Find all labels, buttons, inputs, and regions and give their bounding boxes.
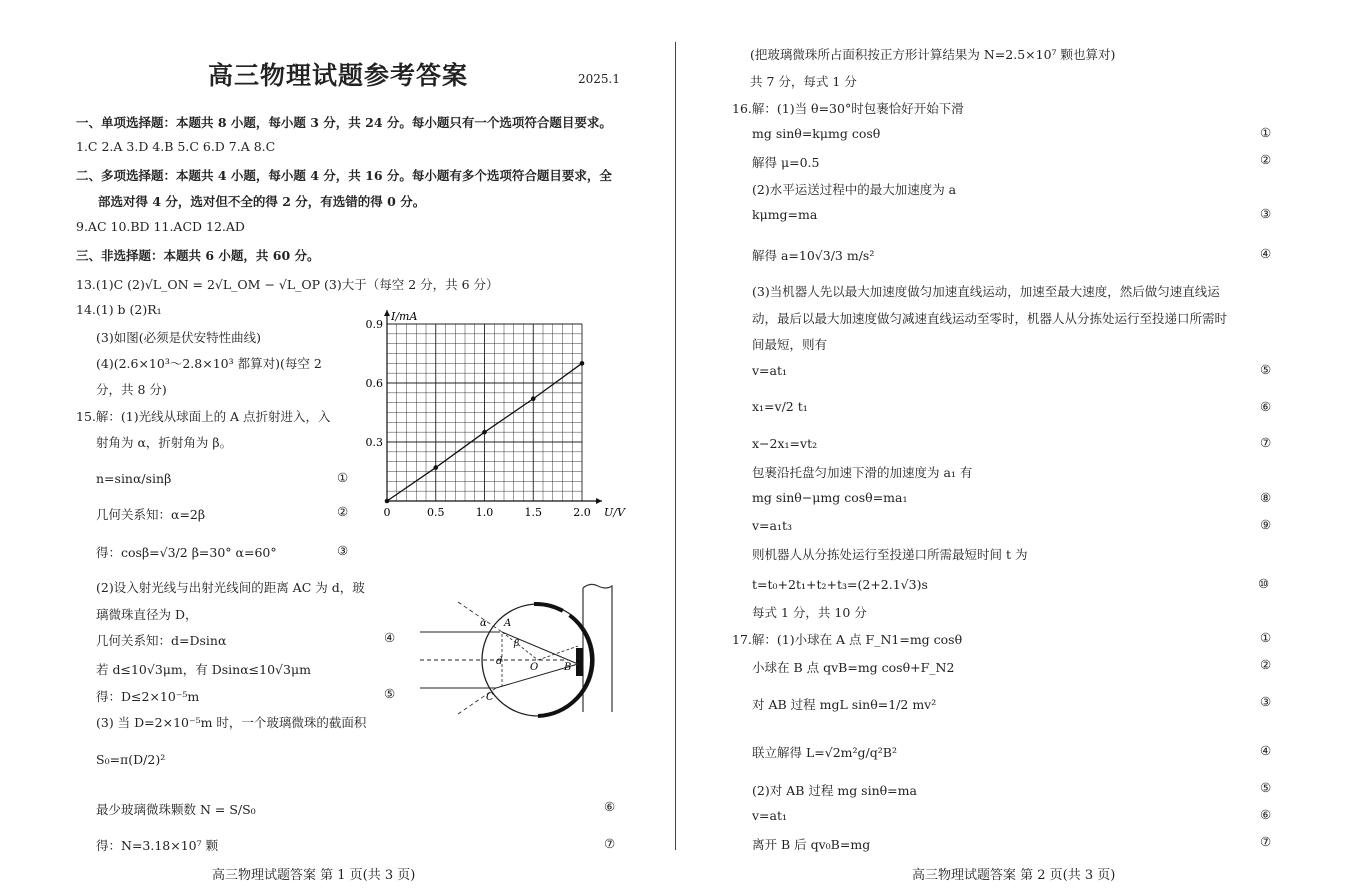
y-tick-label: 0.9 [365, 318, 383, 331]
q16-part3-line3: 间最短，则有 [752, 337, 828, 352]
q17-line2: 小球在 B 点 qvB=mg cosθ+F_N2 [752, 660, 955, 675]
data-point [433, 465, 438, 470]
q16-eq3: kμmg=ma [752, 207, 818, 222]
q16-part4: 包裹沿托盘匀加速下滑的加速度为 a₁ 有 [752, 465, 973, 480]
q16-circled-4: ④ [1260, 246, 1272, 261]
q15-eq3: 得：cosβ=√3/2 β=30° α=60° [96, 545, 277, 560]
x-tick-label: 1.0 [475, 506, 494, 519]
data-point [482, 430, 487, 435]
q17-line4: 联立解得 L=√2m²g/q²B² [752, 745, 897, 760]
q13-answer: 13.(1)C (2)√L_ON = 2√L_OM − √L_OP (3)大于（每空 2 分，共 6 分） [76, 277, 499, 292]
chart-axes [384, 310, 602, 504]
q16-circled-10: ⑩ [1258, 576, 1270, 591]
x-axis-arrow [596, 498, 602, 504]
label-C: C [486, 692, 494, 703]
q15-part2-line2: 璃微珠直径为 D， [96, 607, 198, 622]
data-point [385, 499, 390, 504]
q15-eq7: 得：N=3.18×10⁷ 颗 [96, 838, 219, 853]
q16-eq10: t=t₀+2t₁+t₂+t₃=(2+2.1√3)s [752, 577, 928, 592]
q15-part3: (3) 当 D=2×10⁻⁵m 时，一个玻璃微珠的截面积 [96, 715, 367, 730]
circled-7: ⑦ [604, 836, 616, 851]
exam-date: 2025.1 [578, 72, 620, 86]
q17-circled-1: ① [1260, 630, 1272, 645]
x-tick-label: 1.5 [524, 506, 542, 519]
section1-header: 一、单项选择题：本题共 8 小题，每小题 3 分，共 24 分。每小题只有一个选项符合题目要求。 [76, 115, 612, 130]
q17-line1: 17.解：(1)小球在 A 点 F_N1=mg cosθ [732, 632, 963, 647]
q16-circled-1: ① [1260, 125, 1272, 140]
y-axis-arrow [384, 310, 390, 316]
glass-bead-diagram [418, 582, 618, 718]
q16-eq9: v=a₁t₃ [752, 518, 793, 533]
q15-eq4: 几何关系知：d=Dsinα [96, 633, 227, 648]
label-beta: β [514, 639, 520, 649]
x-tick-label: 0.5 [427, 506, 445, 519]
q17-line5: (2)对 AB 过程 mg sinθ=ma [752, 783, 917, 798]
q14-line2: (3)如图(必须是伏安特性曲线) [96, 330, 261, 345]
section2-answers: 9.AC 10.BD 11.ACD 12.AD [76, 219, 245, 234]
q16-part3-line2: 动，最后以最大加速度做匀减速直线运动至零时，机器人从分拣处运行至投递口所需时 [752, 311, 1228, 326]
q15-line2: 射角为 α，折射角为 β。 [96, 435, 233, 450]
q16-eq5: v=at₁ [752, 363, 788, 378]
p2-note: (把玻璃微珠所占面积按正方形计算结果为 N=2.5×10⁷ 颗也算对) [750, 47, 1116, 62]
q15-eq6b: 最少玻璃微珠颗数 N = S/S₀ [96, 802, 256, 817]
q14-line3: (4)(2.6×10³～2.8×10³ 都算对)(每空 2 [96, 356, 322, 371]
iv-chart [360, 306, 630, 524]
q16-eq1: mg sinθ=kμmg cosθ [752, 126, 881, 141]
y-axis-label: I/mA [391, 310, 418, 323]
q16-part5: 则机器人从分拣处运行至投递口所需最短时间 t 为 [752, 547, 1028, 562]
q16-eq6: x₁=v/2 t₁ [752, 399, 808, 414]
q15-eq6a: S₀=π(D/2)² [96, 752, 166, 767]
x-axis-label: U/V [604, 506, 625, 519]
q16-end: 每式 1 分，共 10 分 [752, 605, 867, 620]
q14-line4: 分，共 8 分) [96, 382, 167, 397]
p2-score-note: 共 7 分，每式 1 分 [750, 74, 857, 89]
chart-labels [366, 310, 626, 519]
q15-eq1: n=sinα/sinβ [96, 471, 172, 486]
q17-circled-2: ② [1260, 657, 1272, 672]
q16-circled-6: ⑥ [1260, 399, 1272, 414]
footer-page1: 高三物理试题答案 第 1 页(共 3 页) [212, 868, 416, 883]
q17-line3: 对 AB 过程 mgL sinθ=1/2 mv² [752, 697, 937, 712]
q16-circled-7: ⑦ [1260, 435, 1272, 450]
x-tick-label: 0 [383, 506, 391, 519]
q15-line1: 15.解：(1)光线从球面上的 A 点折射进入，入 [76, 409, 331, 424]
circled-6: ⑥ [604, 799, 616, 814]
y-tick-label: 0.3 [365, 436, 383, 449]
section1-answers: 1.C 2.A 3.D 4.B 5.C 6.D 7.A 8.C [76, 139, 276, 154]
circled-5: ⑤ [384, 686, 396, 701]
q17-circled-6: ⑥ [1260, 807, 1272, 822]
q16-circled-2: ② [1260, 152, 1272, 167]
q16-eq2: 解得 μ=0.5 [752, 155, 820, 170]
x-tick-label: 2.0 [573, 506, 591, 519]
q16-eq4: 解得 a=10√3/3 m/s² [752, 248, 875, 263]
label-alpha: α [480, 618, 487, 629]
q14-line1: 14.(1) b (2)R₁ [76, 302, 162, 317]
data-point [580, 361, 585, 366]
label-d: d [496, 656, 503, 667]
q17-circled-4: ④ [1260, 743, 1272, 758]
q16-circled-5: ⑤ [1260, 362, 1272, 377]
section2-header-line2: 部选对得 4 分，选对但不全的得 2 分，有选错的得 0 分。 [98, 194, 426, 209]
page-title: 高三物理试题参考答案 [208, 61, 469, 90]
q16-circled-3: ③ [1260, 206, 1272, 221]
q15-part2-line1: (2)设入射光线与出射光线间的距离 AC 为 d，玻 [96, 580, 365, 595]
circled-1: ① [337, 470, 349, 485]
q15-eq5b: 得：D≤2×10⁻⁵m [96, 689, 200, 704]
circled-2: ② [337, 504, 349, 519]
q17-circled-3: ③ [1260, 694, 1272, 709]
q16-eq8: mg sinθ−μmg cosθ=ma₁ [752, 490, 908, 505]
circled-3: ③ [337, 543, 349, 558]
page-divider [675, 42, 676, 850]
q16-circled-8: ⑧ [1260, 490, 1272, 505]
circled-4: ④ [384, 630, 396, 645]
footer-page2: 高三物理试题答案 第 2 页(共 3 页) [912, 868, 1116, 883]
q17-line6: v=at₁ [752, 808, 788, 823]
label-A: A [504, 618, 512, 629]
q16-line1: 16.解：(1)当 θ=30°时包裹恰好开始下滑 [732, 101, 964, 116]
q16-circled-9: ⑨ [1260, 517, 1272, 532]
label-B: B [564, 662, 572, 673]
q17-line7: 离开 B 后 qv₀B=mg [752, 837, 871, 852]
label-O: O [530, 662, 539, 673]
q17-circled-7: ⑦ [1260, 834, 1272, 849]
q17-circled-5: ⑤ [1260, 780, 1272, 795]
q16-part3-line1: (3)当机器人先以最大加速度做匀加速直线运动，加速至最大速度，然后做匀速直线运 [752, 284, 1220, 299]
y-tick-label: 0.6 [365, 377, 383, 390]
section2-header-line1: 二、多项选择题：本题共 4 小题，每小题 4 分，共 16 分。每小题有多个选项符合题目要求，全 [76, 168, 612, 183]
q15-eq2: 几何关系知：α=2β [96, 507, 206, 522]
data-point [531, 396, 536, 401]
q15-eq5a: 若 d≤10√3μm，有 Dsinα≤10√3μm [96, 662, 311, 677]
q16-eq7: x−2x₁=vt₂ [752, 436, 818, 451]
chart-grid [387, 324, 582, 501]
q16-part2: (2)水平运送过程中的最大加速度为 a [752, 182, 957, 197]
section3-header: 三、非选择题：本题共 6 小题，共 60 分。 [76, 248, 320, 263]
